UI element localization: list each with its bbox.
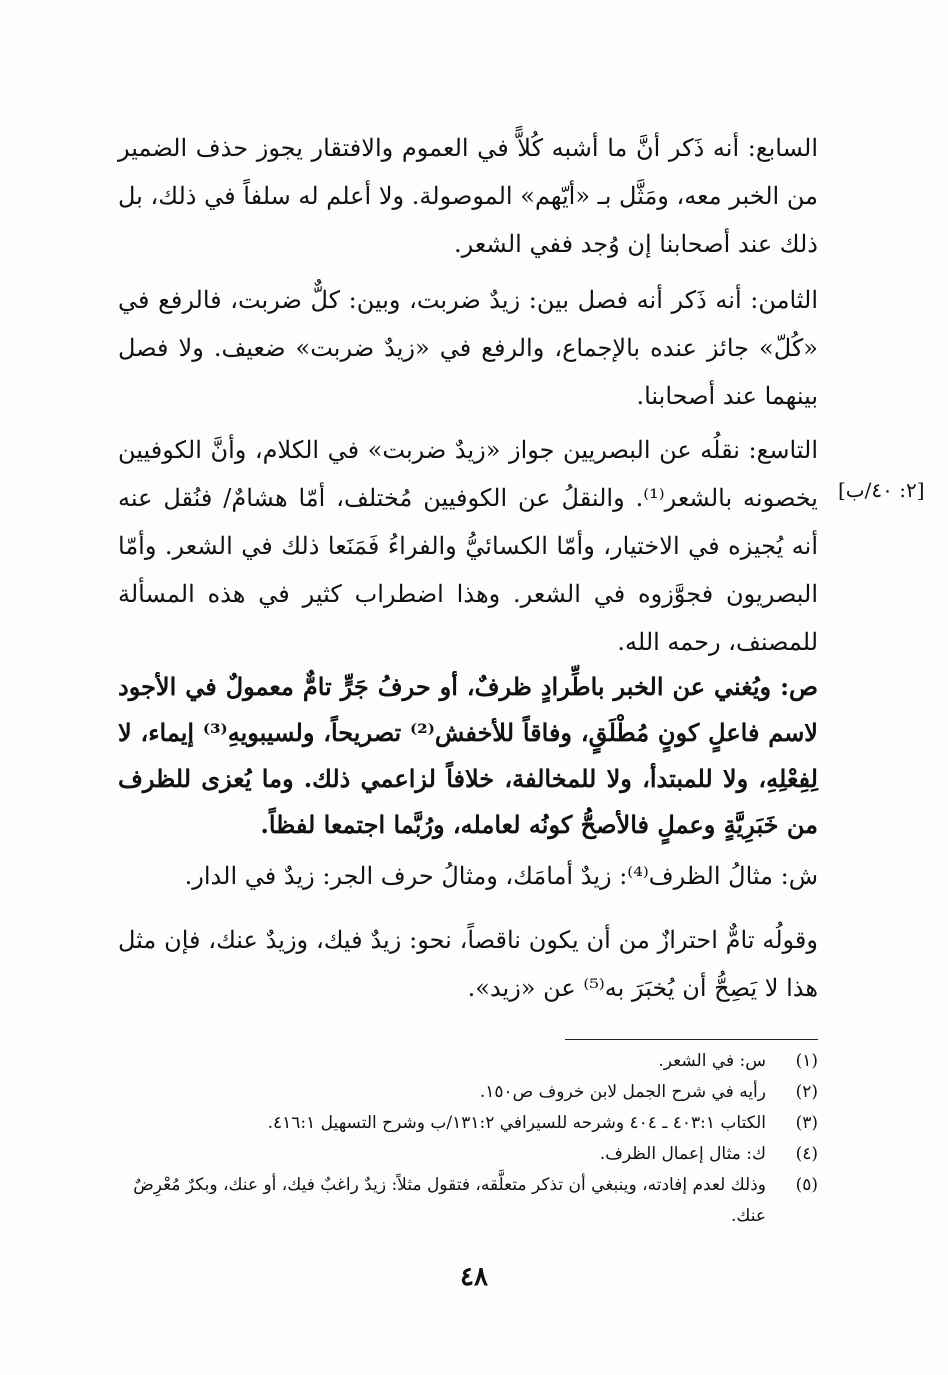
footnote-text: س: في الشعر. — [658, 1051, 766, 1071]
footnote — [118, 1170, 818, 1232]
commentary-paragraph: وقولُه تامٌّ احترازٌ من أن يكون ناقصاً، نحو: زيدٌ فيك، وزيدٌ عنك، فإن مثل هذا لا يَصِحُّ أن يُخبَرَ به⁽⁵⁾ عن «زيد». — [118, 926, 818, 1002]
commentary-example-paragraph: ش: مثالُ الظرف⁽⁴⁾: زيدٌ أمامَك، ومثالُ حرف الجر: زيدٌ في الدار. — [184, 862, 818, 890]
footnote — [118, 1108, 818, 1139]
footnote-text: ك: مثال إعمال الظرف. — [599, 1144, 766, 1164]
footnotes-list — [118, 1046, 818, 1232]
footnote-text: رأيه في شرح الجمل لابن خروف ص١٥٠. — [479, 1082, 766, 1102]
page-number: ٤٨ — [460, 1262, 488, 1292]
footnote-number: (١) — [795, 1051, 818, 1071]
matn-text-paragraph: ص: ويُغني عن الخبر باطِّرادٍ ظرفٌ، أو حرفُ جَرٍّ تامٌّ معمولٌ في الأجود لاسم فاعلٍ كونٍ مُطْلَقٍ، وفاقاً للأخفش⁽²⁾ تصريحاً، ولسيبويهِ⁽³⁾ إيماء، لا لِفِعْلِهِ، ولا للمبتدأ، ولا للمخالفة، خلافاً لزاعمي ذلك. وما يُعزى للظرف من خَبَرِيَّةٍ وعملٍ فالأصحُّ كونُه لعامله، ورُبَّما اجتمعا لفظاً. — [118, 672, 818, 839]
footnote — [118, 1046, 818, 1077]
paragraph-ninth: التاسع: نقلُه عن البصريين جواز «زيدٌ ضربت» في الكلام، وأنَّ الكوفيين يخصونه بالشعر⁽¹⁾. والنقلُ عن الكوفيين مُختلف، أمّا هشامٌ/ فنُقل عنه أنه يُجيزه في الاختيار، وأمّا الكسائيُّ والفراءُ فَمَنَعا ذلك في الشعر. وأمّا البصريون فجوَّزوه في الشعر. وهذا اضطراب كثير في هذه المسألة للمصنف، رحمه الله. — [118, 436, 818, 656]
footnote-number: (٤) — [795, 1144, 818, 1164]
footnote-number: (٢) — [795, 1082, 818, 1102]
manuscript-folio-marker: [٢: ٤٠/ب] — [838, 478, 925, 502]
footnote-number: (٥) — [795, 1175, 818, 1195]
footnote-text: وذلك لعدم إفادته، وينبغي أن تذكر متعلَّقه، فتقول مثلاً: زيدٌ راغبٌ فيك، أو عنك، وبكرٌ مُعْرِضٌ عنك. — [133, 1175, 766, 1226]
footnote-text: الكتاب ٤٠٣:١ ـ ٤٠٤ وشرحه للسيرافي ١٣١:٢/ب وشرح التسهيل ٤١٦:١. — [267, 1113, 766, 1133]
footnote — [118, 1077, 818, 1108]
footnote-number: (٣) — [795, 1113, 818, 1133]
paragraph-seventh: السابع: أنه ذَكر أنَّ ما أشبه كُلاًّ في العموم والافتقار يجوز حذف الضمير من الخبر معه، ومَثَّل بـ «أيّهم» الموصولة. ولا أعلم له سلفاً في ذلك، بل ذلك عند أصحابنا إن وُجد ففي الشعر. — [118, 134, 818, 258]
footnote — [118, 1139, 818, 1170]
footnote-separator — [565, 1039, 818, 1040]
paragraph-eighth: الثامن: أنه ذَكر أنه فصل بين: زيدٌ ضربت، وبين: كلٌّ ضربت، فالرفع في «كُلّ» جائز عنده بالإجماع، والرفع في «زيدٌ ضربت» ضعيف. ولا فصل بينهما عند أصحابنا. — [118, 286, 818, 410]
